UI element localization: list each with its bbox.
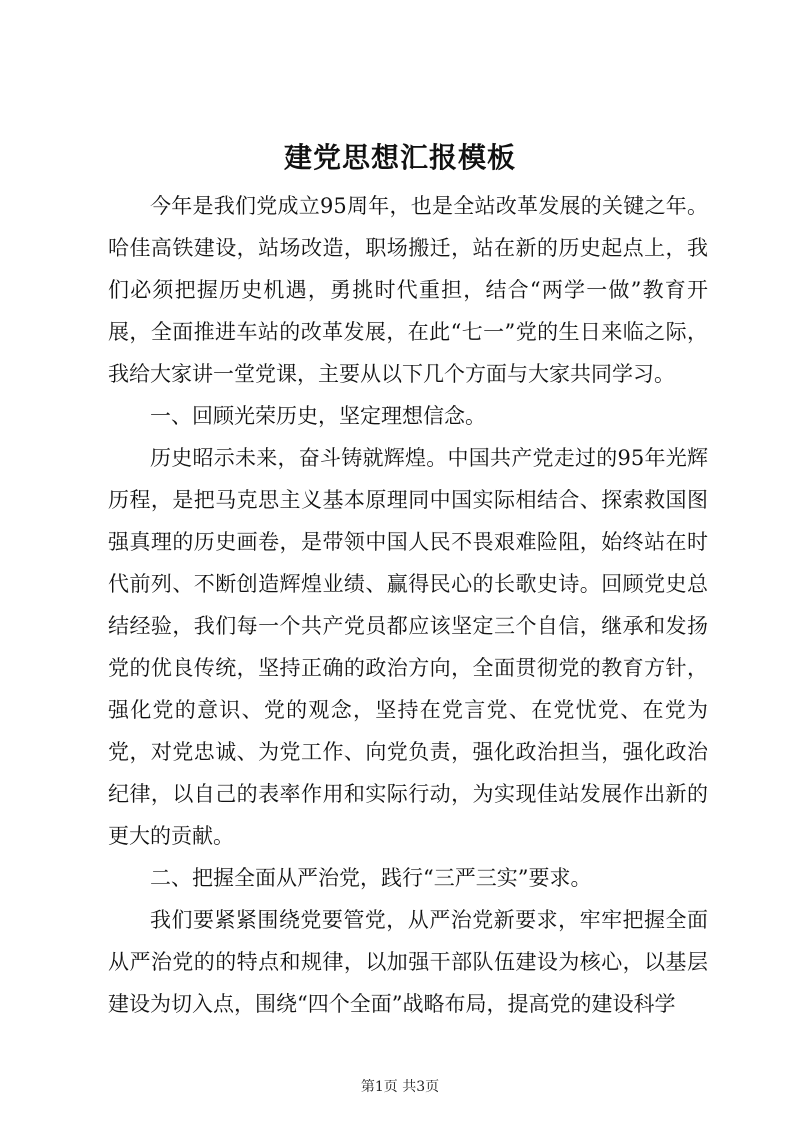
paragraph-history: 历史昭示未来，奋斗铸就辉煌。中国共产党走过的95年光辉历程，是把马克思主义基本原理同中国实际相结合、探索救国图强真理的历史画卷，是带领中国人民不畏艰难险阻，始终站在时代前列、不断创造辉煌业绩、赢得民心的长歌史诗。回顾党史总结经验，我们每一个共产党员都应该坚定三个自信，继承和发扬党的优良传统，坚持正确的政治方向，全面贯彻党的教育方针，强化党的意识、党的观念，坚持在党言党、在党忧党、在党为党，对党忠诚、为党工作、向党负责，强化政治担当，强化政治纪律，以自己的表率作用和实际行动，为实现佳站发展作出新的更大的贡献。 [108,446,708,848]
section-heading-1: 一、回顾光荣历史，坚定理想信念。 [150,404,486,428]
page-number-footer: 第1页 共3页 [360,1079,440,1095]
paragraph-discipline: 我们要紧紧围绕党要管党，从严治党新要求，牢牢把握全面从严治党的的特点和规律，以加强干部队伍建设为核心，以基层建设为切入点，围绕“四个全面”战略布局，提高党的建设科学 [108,908,708,1016]
document-body [108,185,708,1025]
paragraph-intro: 今年是我们党成立95周年，也是全站改革发展的关键之年。哈佳高铁建设，站场改造，职场搬迁，站在新的历史起点上，我们必须把握历史机遇，勇挑时代重担，结合“两学一做”教育开展，全面推进车站的改革发展，在此“七一”党的生日来临之际，我给大家讲一堂党课，主要从以下几个方面与大家共同学习。 [108,194,708,386]
section-heading-2: 二、把握全面从严治党，践行“三严三实”要求。 [150,866,592,890]
document-title: 建党思想汇报模板 [283,141,516,174]
